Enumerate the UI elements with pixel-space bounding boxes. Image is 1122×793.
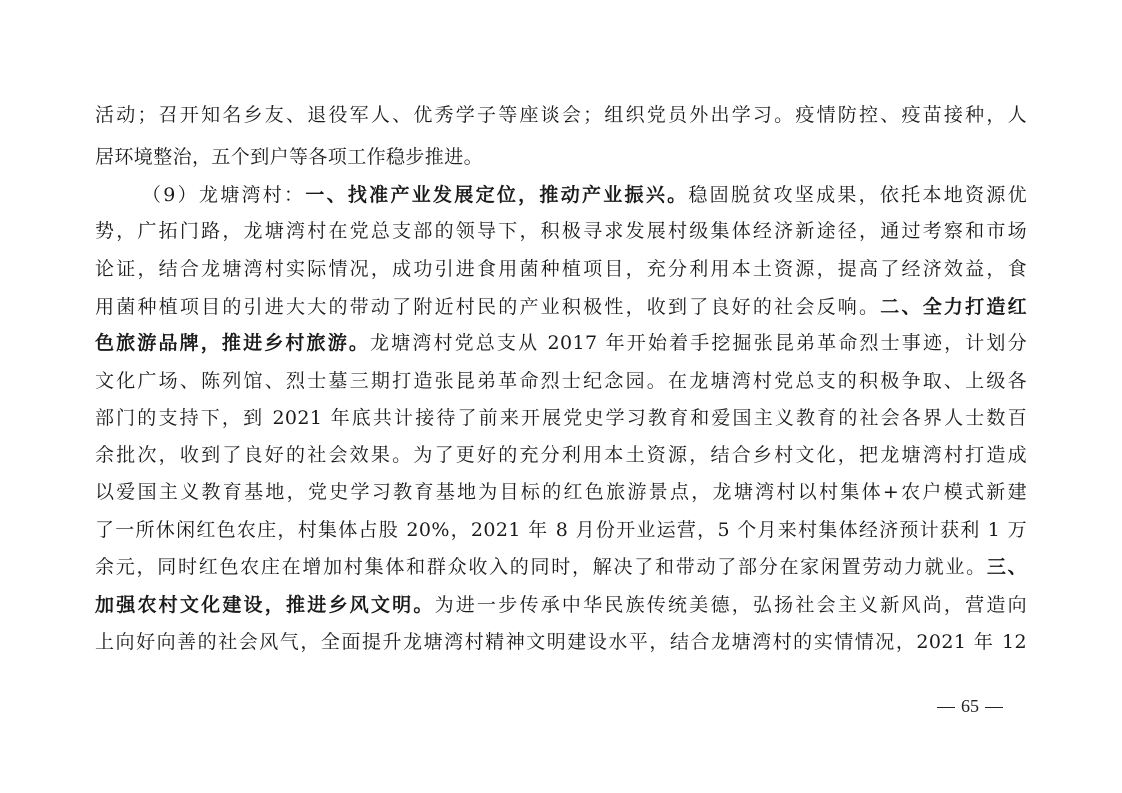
- bold-heading-segment: 加强农村文化建设，推进乡风文明。: [95, 594, 435, 616]
- text-line-5: [95, 251, 1027, 287]
- text-segment: 活动；召开知名乡友、退役军人、优秀学子等座谈会；组织党员外出学习。疫情防控、疫苗接种，人: [95, 104, 1027, 126]
- text-line-9: [95, 400, 1027, 436]
- text-segment: 上向好向善的社会风气，全面提升龙塘湾村精神文明建设水平，结合龙塘湾村的实情情况，2021 年 12: [95, 631, 1027, 653]
- text-line-15: [95, 624, 1027, 660]
- bold-heading-segment: 二、全力打造红: [880, 296, 1027, 318]
- text-segment: 余批次，收到了良好的社会效果。为了更好的充分利用本土资源，结合乡村文化，把龙塘湾村打造成: [95, 444, 1027, 466]
- footer-left-dash: [937, 707, 955, 708]
- bold-heading-segment: 一、找准产业发展定位，推动产业振兴。: [305, 184, 689, 206]
- text-segment: 以爱国主义教育基地，党史学习教育基地为目标的红色旅游景点，龙塘湾村以村集体+农户模式新建: [95, 481, 1027, 503]
- text-segment: 了一所休闲红色农庄，村集体占股 20%，2021 年 8 月份开业运营，5 个月来村集体经济预计获利 1 万: [95, 519, 1027, 541]
- text-segment: 论证，结合龙塘湾村实际情况，成功引进食用菌种植项目，充分利用本土资源，提高了经济效益，食: [95, 258, 1027, 280]
- page-number: 65: [961, 696, 979, 716]
- page-footer: [930, 694, 1010, 718]
- text-segment: 势，广拓门路，龙塘湾村在党总支部的领导下，积极寻求发展村级集体经济新途径，通过考察和市场: [95, 220, 1027, 242]
- text-line-10: [95, 437, 1027, 473]
- bold-heading-segment: 色旅游品牌，推进乡村旅游。: [95, 332, 371, 354]
- text-segment: 用菌种植项目的引进大大的带动了附近村民的产业积极性，收到了良好的社会反响。: [95, 296, 881, 318]
- text-line-14: [95, 587, 1027, 623]
- text-segment: 部门的支持下，到 2021 年底共计接待了前来开展党史学习教育和爱国主义教育的社会各界人士数百: [95, 407, 1027, 429]
- text-line-6: [95, 289, 1027, 325]
- text-segment: 龙塘湾村党总支从 2017 年开始着手挖掘张昆弟革命烈士事迹，计划分: [370, 332, 1027, 354]
- text-segment: 余元，同时红色农庄在增加村集体和群众收入的同时，解决了和带动了部分在家闲置劳动力就业。: [95, 556, 987, 578]
- text-segment: 为进一步传承中华民族传统美德，弘扬社会主义新风尚，营造向: [434, 594, 1028, 616]
- text-line-8: [95, 363, 1027, 399]
- text-line-4: [95, 213, 1027, 249]
- text-line-3: [142, 177, 1027, 213]
- text-segment: 文化广场、陈列馆、烈士墓三期打造张昆弟革命烈士纪念园。在龙塘湾村党总支的积极争取、上级各: [95, 370, 1027, 392]
- footer-right-dash: [985, 707, 1003, 708]
- text-segment: 居环境整治，五个到户等各项工作稳步推进。: [95, 146, 484, 168]
- bold-heading-segment: 三、: [986, 556, 1028, 578]
- text-line-2: [95, 139, 1027, 175]
- text-segment: 稳固脱贫攻坚成果，依托本地资源优: [688, 184, 1027, 206]
- text-line-13: [95, 549, 1027, 585]
- text-line-12: [95, 512, 1027, 548]
- text-line-7: [95, 325, 1027, 361]
- text-line-1: [95, 97, 1027, 133]
- text-segment: （9）龙塘湾村：: [142, 184, 306, 206]
- text-line-11: [95, 474, 1027, 510]
